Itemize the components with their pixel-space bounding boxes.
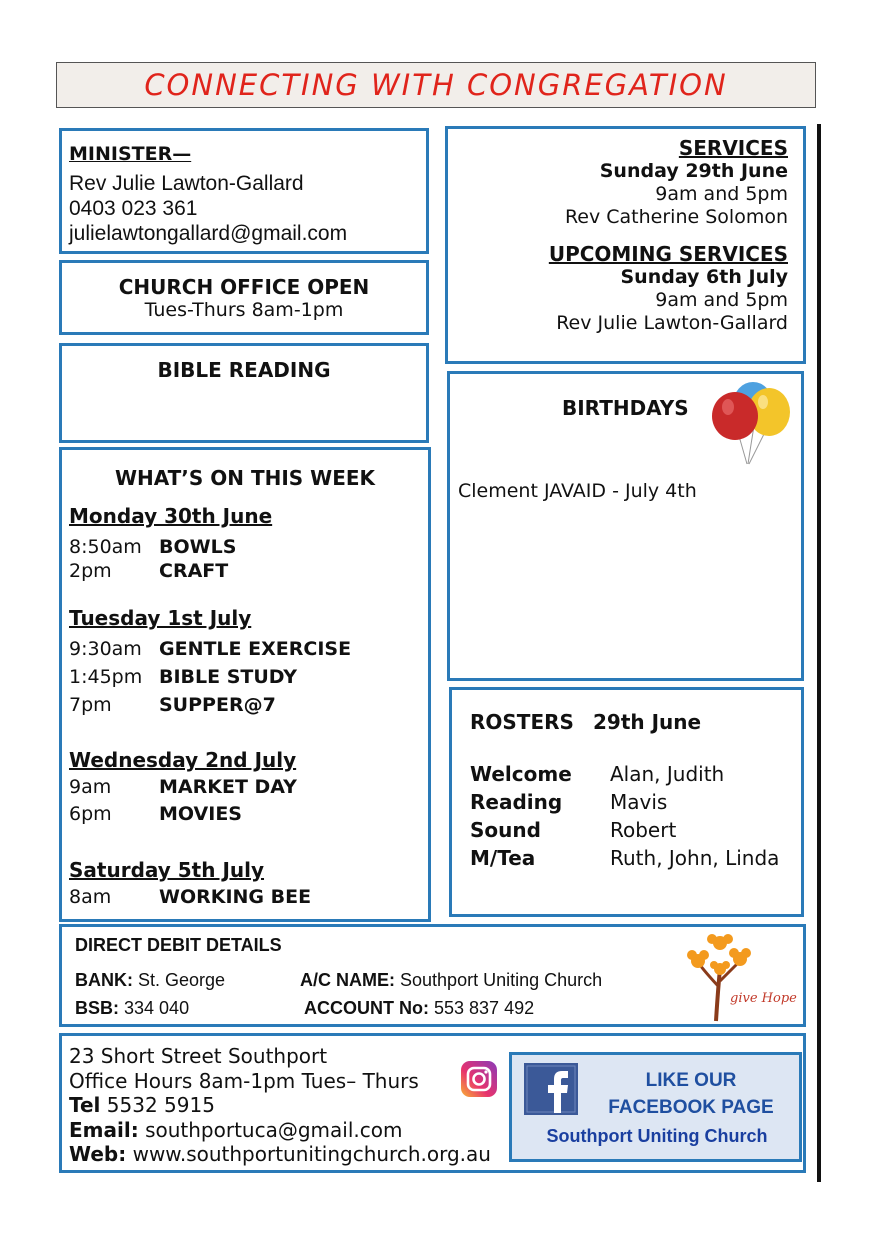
bsb-label: BSB: <box>75 998 119 1018</box>
facebook-icon[interactable] <box>524 1063 578 1115</box>
debit-box <box>59 924 806 1027</box>
contact-email <box>69 1118 491 1143</box>
contact-address: 23 Short Street Southport <box>69 1044 328 1068</box>
bank-label: BANK: <box>75 970 133 990</box>
rosters-box <box>449 687 804 917</box>
give-hope-logo <box>686 929 796 1025</box>
office-hours: Tues-Thurs 8am-1pm <box>144 299 344 321</box>
instagram-icon[interactable] <box>460 1060 498 1098</box>
minister-email[interactable]: julielawtongallard@gmail.com <box>69 222 348 245</box>
minister-details <box>69 171 347 246</box>
debit-acname <box>300 970 602 991</box>
event-name: MARKET DAY <box>159 776 297 798</box>
facebook-church[interactable]: Southport Uniting Church <box>546 1126 768 1146</box>
rosters-date: 29th June <box>593 710 702 734</box>
event-row <box>69 886 311 908</box>
tree-flower-icon <box>686 929 796 1025</box>
page-title: CONNECTING WITH CONGREGATION <box>144 68 728 102</box>
event-name: CRAFT <box>159 560 229 582</box>
minister-heading: MINISTER— <box>69 143 192 165</box>
event-row <box>69 776 297 798</box>
event-row <box>69 694 276 716</box>
debit-account <box>304 998 534 1019</box>
contact-tel <box>69 1093 491 1118</box>
web-label: Web: <box>69 1142 127 1166</box>
give-hope-text: give Hope <box>730 991 797 1006</box>
services-times: 9am and 5pm <box>655 183 788 205</box>
debit-bank <box>75 970 225 991</box>
account-value: 553 837 492 <box>434 998 535 1018</box>
event-time: 2pm <box>69 560 112 582</box>
upcoming-date: Sunday 6th July <box>620 266 788 288</box>
tel-label: Tel <box>69 1093 101 1117</box>
services-heading: SERVICES <box>678 136 788 160</box>
whats-on-box <box>59 447 431 922</box>
event-time: 6pm <box>69 803 112 825</box>
services-date: Sunday 29th June <box>599 160 788 182</box>
birthdays-box <box>447 371 804 681</box>
roster-name: Mavis <box>610 790 668 814</box>
bible-heading: BIBLE READING <box>157 358 331 382</box>
minister-phone: 0403 023 361 <box>69 197 198 220</box>
event-name: MOVIES <box>159 803 242 825</box>
contact-hours: Office Hours 8am-1pm Tues– Thurs <box>69 1068 419 1093</box>
acname-value: Southport Uniting Church <box>400 970 603 990</box>
event-row <box>69 536 236 558</box>
event-row <box>69 666 297 688</box>
balloons-icon <box>705 380 795 466</box>
account-label: ACCOUNT No: <box>304 998 429 1018</box>
roster-names <box>610 760 779 872</box>
acname-label: A/C NAME: <box>300 970 395 990</box>
event-name: BIBLE STUDY <box>159 666 297 688</box>
upcoming-heading: UPCOMING SERVICES <box>548 242 788 266</box>
debit-bsb <box>75 998 189 1019</box>
upcoming-preacher: Rev Julie Lawton-Gallard <box>556 312 788 334</box>
office-box <box>59 260 429 335</box>
day-heading: Tuesday 1st July <box>69 606 252 630</box>
event-time: 9am <box>69 776 112 798</box>
services-box <box>445 126 806 364</box>
debit-heading: DIRECT DEBIT DETAILS <box>75 935 282 955</box>
day-heading: Saturday 5th July <box>69 858 265 882</box>
roster-name: Ruth, John, Linda <box>610 846 780 870</box>
event-name: WORKING BEE <box>159 886 312 908</box>
email-value[interactable]: southportuca@gmail.com <box>145 1117 403 1142</box>
event-row <box>69 560 228 582</box>
vertical-rule <box>817 124 821 1182</box>
email-label: Email: <box>69 1117 139 1142</box>
event-time: 9:30am <box>69 638 142 660</box>
day-heading: Wednesday 2nd July <box>69 748 297 772</box>
day-heading: Monday 30th June <box>69 504 273 528</box>
birthdays-heading: BIRTHDAYS <box>562 396 689 420</box>
roster-role: Sound <box>470 818 541 842</box>
event-name: GENTLE EXERCISE <box>159 638 352 660</box>
bible-box <box>59 343 429 443</box>
title-banner <box>56 62 816 108</box>
event-name: BOWLS <box>159 536 237 558</box>
roster-role: Welcome <box>470 762 572 786</box>
minister-name: Rev Julie Lawton-Gallard <box>69 172 304 195</box>
services-preacher: Rev Catherine Solomon <box>564 206 788 228</box>
upcoming-times: 9am and 5pm <box>655 289 788 311</box>
facebook-line2: FACEBOOK PAGE <box>608 1097 774 1118</box>
whats-on-heading: WHAT’S ON THIS WEEK <box>114 466 376 490</box>
web-link[interactable]: www.southportunitingchurch.org.au <box>132 1142 491 1166</box>
roster-name: Alan, Judith <box>610 762 725 786</box>
rosters-heading: ROSTERS <box>470 710 574 734</box>
event-row <box>69 638 351 660</box>
facebook-box[interactable] <box>509 1052 802 1162</box>
event-time: 8am <box>69 886 112 908</box>
roster-name: Robert <box>610 818 677 842</box>
event-name: SUPPER@7 <box>159 694 276 716</box>
tel-value[interactable]: 5532 5915 <box>106 1093 215 1117</box>
roster-role: Reading <box>470 790 563 814</box>
birthday-entry: Clement JAVAID - July 4th <box>458 480 697 502</box>
facebook-line1: LIKE OUR <box>645 1070 737 1091</box>
event-time: 1:45pm <box>69 666 143 688</box>
office-heading: CHURCH OFFICE OPEN <box>118 275 370 299</box>
contact-web <box>69 1142 491 1167</box>
contact-details <box>69 1044 491 1167</box>
minister-box <box>59 128 429 254</box>
roster-roles <box>470 760 572 872</box>
services-block <box>448 137 788 335</box>
bsb-value: 334 040 <box>124 998 190 1018</box>
bank-value: St. George <box>138 970 226 990</box>
event-time: 7pm <box>69 694 112 716</box>
facebook-cta <box>596 1067 786 1121</box>
event-row <box>69 803 242 825</box>
roster-role: M/Tea <box>470 846 536 870</box>
event-time: 8:50am <box>69 536 142 558</box>
